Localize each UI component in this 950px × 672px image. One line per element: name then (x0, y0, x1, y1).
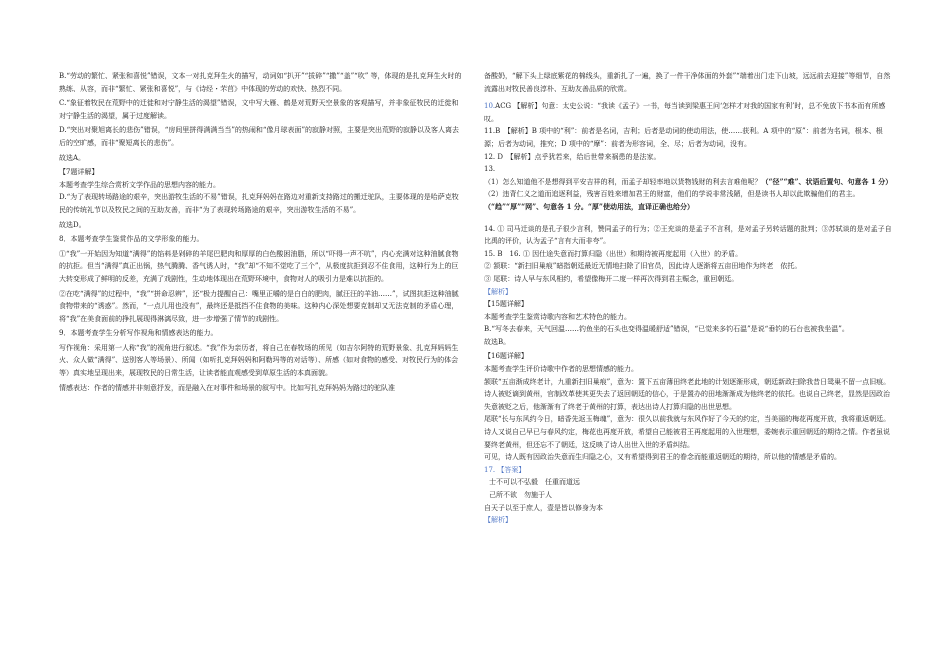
left-column (59, 70, 462, 664)
q15-intro: 本题考查学生鉴赏诗歌内容和艺术特色的能力。 (484, 312, 631, 321)
q13-number: 13. (484, 165, 496, 174)
analysis-heading: 【解析】 (484, 287, 512, 296)
q17-number: 17. (484, 465, 496, 474)
q16-ending-analysis: 尾联“长与东风约今日，暗香先返玉梅魂”，意为：很久以前我就与东风作好了今天的约定，当美丽的梅花再度开放，我将重返朝廷。诗人又说自己早已与春风约定，梅花也再度开放，希望自己能被君王再度起用的入世理想，委婉表示重回朝廷的期待之情。作者虽说要终老黄州，但还忘不了朝廷，这反映了诗人出世入世的矛盾纠结。 (484, 415, 891, 449)
q16-point-2: ② 颔联：“新扫旧巢痕”暗指朝廷最近无情地扫除了旧官员，因此诗人逐渐将五亩田地作为终老 依托。 (484, 262, 802, 271)
q10-text: ACG 【解析】句意：太史公说：“我读《孟子》一书，每当读到梁惠王问‘怎样才对我的国家有利’时，总不免放下书本而有所感叹。 (484, 102, 886, 123)
q16-couplet-analysis: 颔联“五亩渐成终老计，九重新扫旧巢痕”，意为：置下五亩薄田终老此地的计划逐渐形成，朝廷新政扫除我昔日鸳巢不留一点旧痕。诗人被贬谪到黄州，官制改革使其更失去了返回朝廷的信心，于是置办的田地渐渐成为他终老的依托。也说自己终老，显然是因政治失意被贬之后，他渐渐有了终老于黄州的打算，表达出诗人打算归隐的出世思想。 (484, 377, 891, 411)
q8-intro: 8．本题考查学生鉴赏作品的文学形象的能力。 (59, 235, 204, 244)
q8-point-1: ①“我”一开始因为知道“满得”的馅料是剁碎的羊尾巴肥肉和厚厚的白色酸困油脂，所以“吓得一声不吭”，内心充满对这种油腻食物的抗拒。但当“满得”真正出锅，热气腾腾、香气诱人时，“我”却“不知不觉吃了三个”，从极度抗拒到忍不住食用，这种行为上的巨大转变形成了鲜明的反差，充满了戏剧性，生动地体现出在荒野环境中，食物对人的吸引力是难以抗拒的。 (59, 249, 459, 283)
paragraph-option-b: B.“劳动的繁忙、紧张和喜悦”错误，文本一对扎克拜生火的描写，动词如“扒开”“拔碎”“撒”“盖”“吹” 等，体现的是扎克拜生火时的熟练、从容，而非“繁忙、紧张和喜悦”，与《诗经・芣苢》中体现的劳动的欢快、热烈不同。 (59, 72, 462, 93)
q10-answer (484, 100, 894, 125)
q15-choice: 故选B。 (484, 337, 511, 346)
q10-number: 10. (484, 102, 496, 111)
q16-heading: 【16题详解】 (484, 352, 528, 361)
q9-emotion: 情感表达：作者的情感并非刻意抒发，而是融入在对事件和场景的叙写中。比如写扎克拜妈妈为路过的驼队准 (59, 383, 395, 392)
q15-16-answer: 15. B 16. ① 因仕途失意而打算归隐（出世）和期待被再度起用（入世）的矛盾。 (484, 249, 743, 258)
q12-answer: 12. D 【解析】点乎犹若来，给后世带来祸患的是法家。 (484, 152, 661, 161)
q11-answer: 11.B 【解析】B 项中的“利”：前者是名词，吉利；后者是动词的使动用法，使……获利。A 项中的“原”：前者为名词，根本、根源；后者为动词，推究；D 项中的“摩”：前者为形容词，全、尽；后者为动词，没有。 (484, 127, 883, 148)
q15-heading: 【15题详解】 (484, 300, 528, 309)
answer-choice-a: 故选A。 (59, 153, 86, 162)
q13-item-2 (484, 188, 894, 213)
q14-answer: 14. ① 司马迁谈的是孔子很少言利，赞同孟子的行为；②王充谈的是孟子不言利，是对孟子另转话题的批判；③苏轼谈的是对孟子自比禹的评价，认为孟子“言有大而非夸”。 (484, 224, 892, 246)
paragraph-option-c: C.“象征着牧民在荒野中的迁徙和对宁静生活的渴望”错误，文中写大雁、鹤是对荒野天空景象的客观描写，并非象征牧民的迁徙和对宁静生活的渴望，属于过度解读。 (59, 99, 459, 120)
right-column (484, 70, 894, 664)
q13-item-1-scoring: （“径”“难”、状语后置句、句意各 1 分） (761, 176, 893, 186)
q17-line-1: 士不可以不弘毅 任重而道远 (489, 478, 580, 487)
q13-item-1 (484, 176, 894, 189)
q15-option-b: B.“写冬去春来，天气回温……钓鱼坐的石头也变得温暖舒适”错误，“已觉来多钓石温”是说“垂钓的石台也被我坐温”。 (484, 325, 849, 334)
q16-conclusion: 可见，诗人既有因政治失意而生归隐之心，又有希望得到君王的眷念而能重返朝廷的期待，所以他的情感是矛盾的。 (484, 453, 841, 462)
answer-choice-d: 故选D。 (59, 220, 86, 229)
q8-point-2: ②在吃“满得”的过程中，“我”“拼命忍辨”，还“极力提醒自己：嘴里正嚼的是白白的肥肉，腻汪汪的羊油……”，试图抗拒这种油腻食物带来的“诱惑”。然而，“一点儿用也没有”，最终还是抵挡不住食物的美味。这种内心深处想要克制却又无法克制的矛盾心理，将“我”在美食面前的挣扎展现得淋漓尽致，进一步增强了情节的戏剧性。 (59, 289, 459, 323)
q7-intro: 本题考查学生综合赏析文学作品的思想内容的能力。 (59, 180, 220, 189)
q9-continuation: 备酸奶，“解下头上绿底紫花的棉线头，重新扎了一遍，换了一件干净体面的外套”“端着出门走下山坡，远远前去迎接”等细节，自然流露出对牧民善良淳朴、互助友善品质的欣赏。 (484, 72, 891, 93)
paragraph-option-d: D.“突出对聚旭离长的悲伤”错误，“房间里拼得满满当当”的热闹和“像月球表面”的寂静对照，主要是突出荒野的寂静以及客人离去后的空旷感，而非“聚短离长的悲伤”。 (59, 126, 460, 147)
q13-item-2-scoring: （“趋”“厚”“网”、句意各 1 分。“厚”使动用法，直译正确也给分） (484, 201, 694, 211)
q16-point-3: ③ 尾联：诗人早与东风相约，希望像梅开二度一样再次得到君主赈念，重回朝廷。 (484, 274, 739, 283)
q17-line-3: 自天子以至于庶人，壹是皆以修身为本 (484, 503, 603, 512)
q9-intro: 9．本题考查学生分析写作视角和情感表达的能力。 (59, 329, 218, 338)
q16-intro: 本题考查学生评价诗歌中作者的思想情感的能力。 (484, 365, 638, 374)
q7-option-d: D.“为了表现转场路途的艰辛，突出游牧生活的不易”错误，扎克拜妈妈在路边对重新支持路过的搬迁驼队，主要体现的是哈萨克牧民的传统礼节以及牧民之间的互助友善，而非“为了表现转场路途的艰辛，突出游牧生活的不易”。 (59, 193, 459, 214)
q7-heading: 【7题详解】 (59, 168, 99, 177)
q17-answer-heading (484, 464, 894, 477)
q17-analysis-heading: 【解析】 (484, 516, 512, 525)
q13-item-2-text: （2）违背仁义之道而追逐利益，残害百姓来增加君王的财富，他们的学说非常浅陋，但是读书人却以此欺骗他们的君主。 (484, 190, 860, 199)
q17-line-2: 己所不欲 勿施于人 (489, 491, 552, 499)
q9-perspective: 写作视角：采用第一人称“我”的视角进行叙述。“我”作为亲历者，将自己在春牧场的所见（如吉尔阿特的荒野景象、扎克拜妈妈生火、众人做“满得”、送别客人等场景）、所闻（如听扎克拜妈妈和阿勒玛等的对话等）、所感（如对食物的感受、对牧民行为的体会等）真实地呈现出来，展现牧民的日常生活，让读者能直观感受到草原生活的本真面貌。 (59, 343, 459, 378)
q13-item-1-text: （1）怎么知道他不是想得到平安吉祥的利，而孟子却轻率地以货物钱财的利去言难他呢？ (484, 177, 762, 186)
q17-answer-label: 【答案】 (497, 465, 526, 474)
